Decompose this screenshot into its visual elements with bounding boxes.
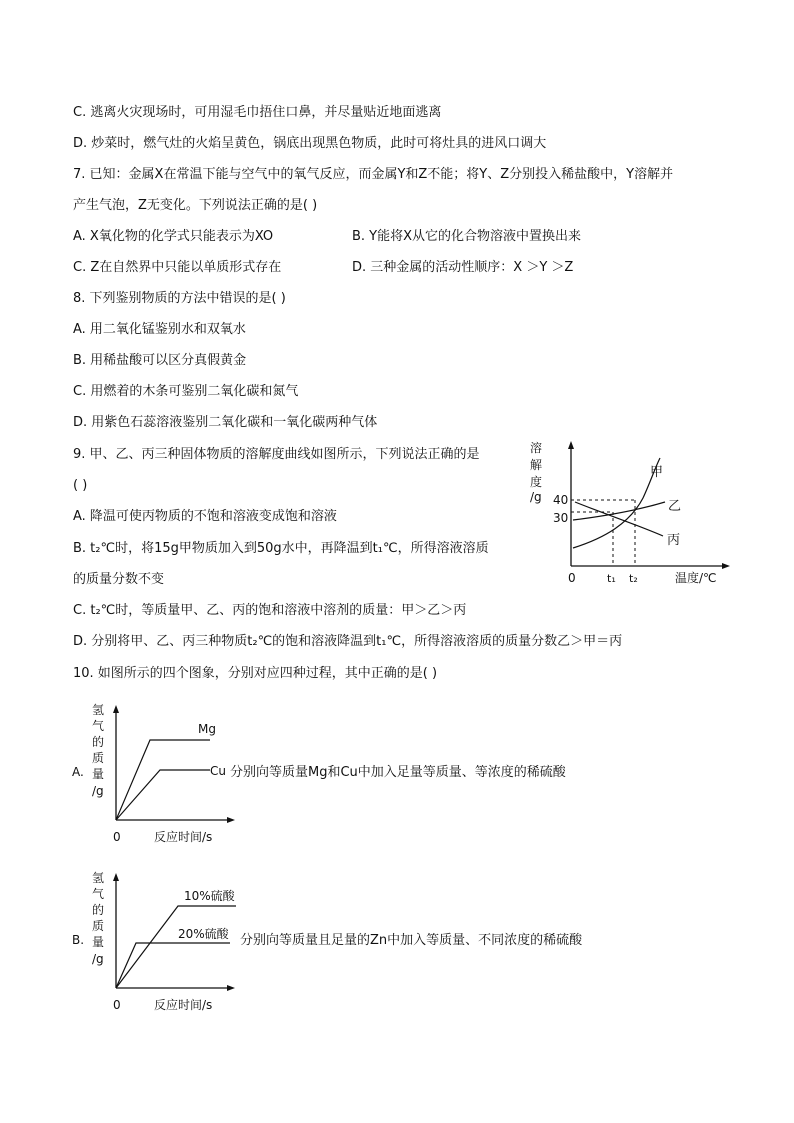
sol-ylabel-3: 度 bbox=[530, 475, 543, 489]
q9-option-b: B. t₂℃时，将15g甲物质加入到50g水中，再降温到t₁℃，所得溶液溶质 bbox=[73, 541, 489, 556]
label-yi: 乙 bbox=[668, 499, 682, 514]
curve-yi bbox=[573, 502, 665, 520]
q10-stem: 10. 如图所示的四个图象，分别对应四种过程，其中正确的是( ) bbox=[73, 666, 438, 681]
curve-mg bbox=[116, 740, 210, 820]
q6-option-d: D. 炒菜时，燃气灶的火焰呈黄色，锅底出现黑色物质，此时可将灶具的进风口调大 bbox=[73, 136, 547, 151]
q7-option-b: B. Y能将X从它的化合物溶液中置换出来 bbox=[352, 229, 582, 244]
graph-a-ylabel-3: 的 bbox=[92, 735, 105, 749]
q8-option-c: C. 用燃着的木条可鉴别二氧化碳和氮气 bbox=[73, 384, 299, 399]
graph-a-xlabel: 反应时间/s bbox=[154, 830, 213, 844]
sol-ylabel-2: 解 bbox=[530, 458, 543, 472]
graph-b-option: B. bbox=[72, 933, 85, 947]
label-jia: 甲 bbox=[650, 465, 664, 480]
graph-b-origin: 0 bbox=[113, 998, 121, 1012]
q9-stem-cont: ( ) bbox=[73, 478, 88, 493]
graph-a-cu: Cu bbox=[210, 764, 226, 778]
graph-b-ylabel-6: /g bbox=[92, 952, 104, 966]
graph-a-option: A. bbox=[72, 765, 84, 779]
graph-b-ylabel-4: 质 bbox=[92, 919, 105, 933]
graph-b-xlabel: 反应时间/s bbox=[154, 998, 213, 1012]
q9-option-b-cont: 的质量分数不变 bbox=[73, 572, 165, 587]
solubility-chart bbox=[525, 438, 735, 588]
q7-option-c: C. Z在自然界中只能以单质形式存在 bbox=[73, 260, 282, 275]
curve-cu bbox=[116, 770, 210, 820]
graph-b bbox=[68, 866, 628, 1016]
sol-origin: 0 bbox=[568, 571, 576, 585]
sol-ylabel-4: /g bbox=[530, 490, 542, 504]
q8-option-b: B. 用稀盐酸可以区分真假黄金 bbox=[73, 353, 247, 368]
graph-a-ylabel-5: 量 bbox=[92, 767, 105, 781]
graph-b-ylabel-1: 氢 bbox=[92, 871, 105, 885]
q7-option-d: D. 三种金属的活动性顺序：X ＞Y ＞Z bbox=[352, 260, 574, 275]
graph-a-ylabel-1: 氢 bbox=[92, 703, 105, 717]
sol-t1: t₁ bbox=[607, 572, 616, 585]
curve-bing bbox=[575, 502, 663, 536]
q9-stem: 9. 甲、乙、丙三种固体物质的溶解度曲线如图所示，下列说法正确的是 bbox=[73, 447, 480, 462]
q7-stem-cont: 产生气泡，Z无变化。下列说法正确的是( ) bbox=[73, 198, 318, 213]
graph-b-ylabel-5: 量 bbox=[92, 935, 105, 949]
curve-jia bbox=[573, 458, 660, 548]
q7-stem: 7. 已知：金属X在常温下能与空气中的氧气反应，而金属Y和Z不能；将Y、Z分别投入稀盐酸中，Y溶解并 bbox=[73, 167, 674, 182]
graph-b-20pct-label: 20%硫酸 bbox=[178, 927, 229, 941]
graph-b-ylabel-2: 气 bbox=[92, 887, 105, 901]
sol-y30: 30 bbox=[553, 511, 569, 525]
sol-ylabel-1: 溶 bbox=[530, 441, 543, 455]
q8-option-d: D. 用紫色石蕊溶液鉴别二氧化碳和一氧化碳两种气体 bbox=[73, 415, 378, 430]
q9-option-d: D. 分别将甲、乙、丙三种物质t₂℃的饱和溶液降温到t₁℃，所得溶液溶质的质量分数乙＞甲＝丙 bbox=[73, 634, 623, 649]
graph-b-ylabel-3: 的 bbox=[92, 903, 105, 917]
q8-stem: 8. 下列鉴别物质的方法中错误的是( ) bbox=[73, 291, 286, 306]
sol-t2: t₂ bbox=[629, 572, 638, 585]
graph-a-desc: 分别向等质量Mg和Cu中加入足量等质量、等浓度的稀硫酸 bbox=[230, 765, 566, 780]
graph-a-mg: Mg bbox=[198, 722, 216, 736]
graph-a-ylabel-6: /g bbox=[92, 784, 104, 798]
graph-a-ylabel-4: 质 bbox=[92, 751, 105, 765]
sol-y40: 40 bbox=[553, 493, 569, 507]
graph-b-desc: 分别向等质量且足量的Zn中加入等质量、不同浓度的稀硫酸 bbox=[240, 933, 583, 948]
label-bing: 丙 bbox=[667, 533, 681, 548]
graph-a-origin: 0 bbox=[113, 830, 121, 844]
q9-option-c: C. t₂℃时，等质量甲、乙、丙的饱和溶液中溶剂的质量：甲＞乙＞丙 bbox=[73, 603, 467, 618]
graph-a-ylabel-2: 气 bbox=[92, 719, 105, 733]
sol-xlabel: 温度/℃ bbox=[675, 571, 717, 585]
q8-option-a: A. 用二氧化锰鉴别水和双氧水 bbox=[73, 322, 246, 337]
q7-option-a: A. X氧化物的化学式只能表示为XO bbox=[73, 229, 274, 244]
graph-b-10pct-label: 10%硫酸 bbox=[184, 889, 235, 903]
q9-option-a: A. 降温可使丙物质的不饱和溶液变成饱和溶液 bbox=[73, 509, 337, 524]
q6-option-c: C. 逃离火灾现场时，可用湿毛巾捂住口鼻，并尽量贴近地面逃离 bbox=[73, 105, 442, 120]
graph-a bbox=[68, 698, 628, 848]
